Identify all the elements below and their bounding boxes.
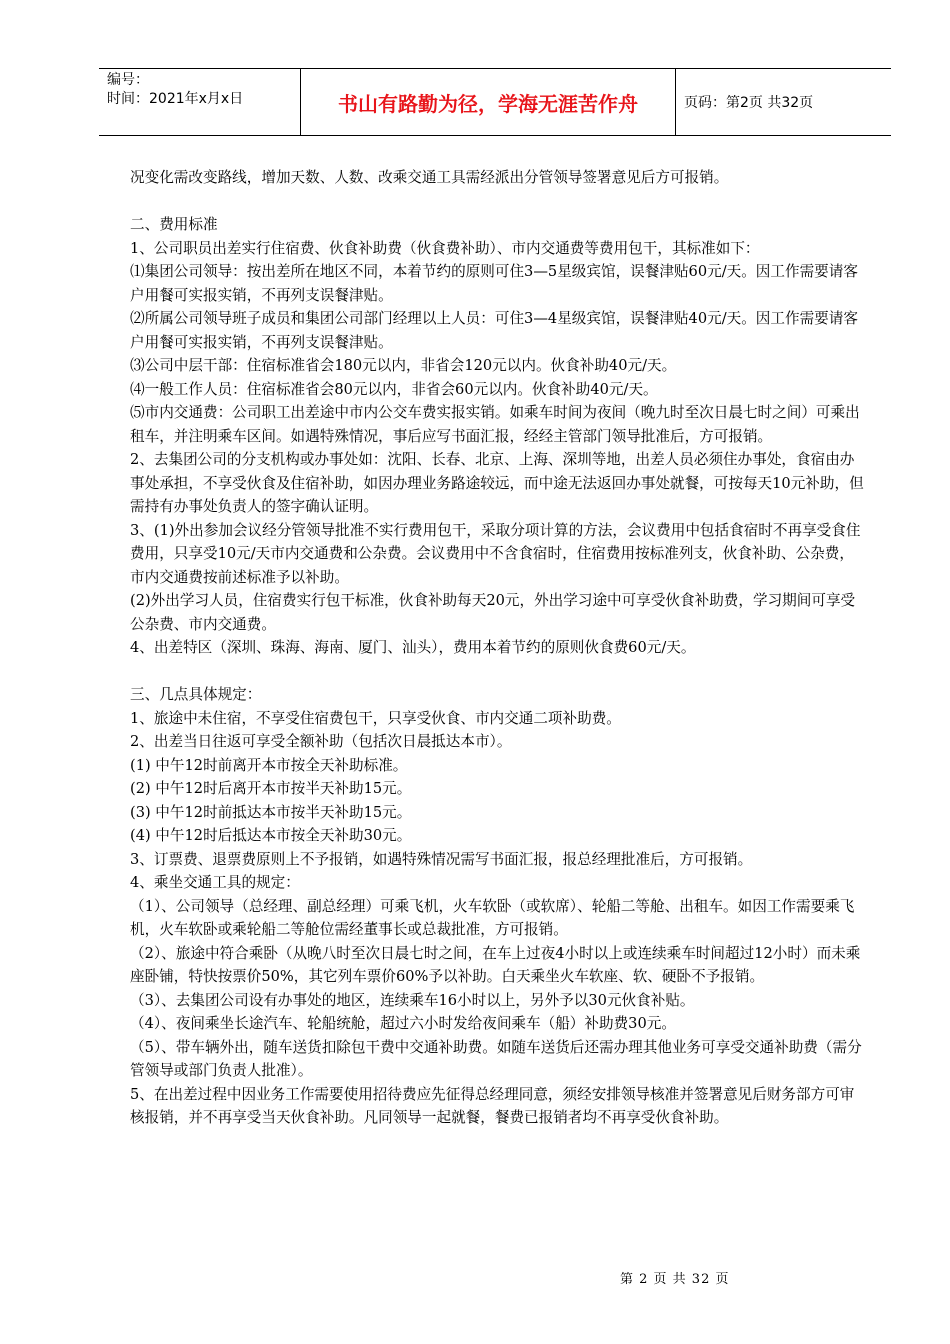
paragraph: （5）、带车辆外出，随车送货扣除包干费中交通补助费。如随车送货后还需办理其他业务可享受交通补助费（需分管领导或部门负责人批准）。 bbox=[130, 1038, 862, 1079]
section-heading: 三、几点具体规定： bbox=[130, 686, 262, 703]
document-body bbox=[130, 166, 865, 1130]
paragraph: 2、出差当日往返可享受全额补助（包括次日晨抵达本市）。 bbox=[130, 733, 512, 750]
paragraph: （3）、去集团公司设有办事处的地区，连续乘车16小时以上，另外予以30元伙食补贴。 bbox=[130, 991, 695, 1009]
paragraph: 3、订票费、退票费原则上不予报销，如遇特殊情况需写书面汇报，报总经理批准后，方可报销。 bbox=[130, 850, 753, 868]
section-heading: 二、费用标准 bbox=[130, 216, 218, 233]
paragraph: ⑸市内交通费：公司职工出差途中市内公交车费实报实销。如乘车时间为夜间（晚九时至次日晨七时之间）可乘出租车，并注明乘车区间。如遇特殊情况，事后应写书面汇报，经经主管部门领导批准后，方可报销。 bbox=[130, 404, 860, 445]
paragraph: (3) 中午12时前抵达本市按半天补助15元。 bbox=[130, 803, 412, 821]
paragraph-gap bbox=[130, 660, 865, 684]
paragraph: 1、旅途中未住宿，不享受住宿费包干，只享受伙食、市内交通二项补助费。 bbox=[130, 709, 621, 727]
page-footer: 第 2 页 共 32 页 bbox=[620, 1272, 730, 1287]
paragraph: (2)外出学习人员，住宿费实行包干标准，伙食补助每天20元，外出学习途中可享受伙食补助费，学习期间可享受公杂费、市内交通费。 bbox=[130, 592, 856, 633]
paragraph: 1、公司职员出差实行住宿费、伙食补助费（伙食费补助）、市内交通费等费用包干，其标准如下： bbox=[130, 239, 760, 257]
paragraph: ⑷一般工作人员：住宿标准省会80元以内，非省会60元以内。伙食补助40元/天。 bbox=[130, 380, 658, 398]
header-page-info: 页码：第2页 共32页 bbox=[684, 95, 814, 111]
paragraph: 4、乘坐交通工具的规定： bbox=[130, 874, 300, 891]
paragraph: （4）、夜间乘坐长途汽车、轮船统舱，超过六小时发给夜间乘车（船）补助费30元。 bbox=[130, 1015, 676, 1032]
paragraph: (2) 中午12时后离开本市按半天补助15元。 bbox=[130, 780, 412, 797]
paragraph: 2、去集团公司的分支机构或办事处如：沈阳、长春、北京、上海、深圳等地，出差人员必须住办事处，食宿由办事处承担，不享受伙食及住宿补助，如因办理业务路途较远，而中途无法返回办事处就餐，可按每天10元补助，但需持有办事处负责人的签字确认证明。 bbox=[130, 451, 864, 515]
paragraph: ⑵所属公司领导班子成员和集团公司部门经理以上人员：可住3—4星级宾馆，误餐津贴40元/天。因工作需要请客户用餐可实报实销，不再列支误餐津贴。 bbox=[130, 310, 858, 351]
paragraph: ⑴集团公司领导：按出差所在地区不同，本着节约的原则可住3—5星级宾馆，误餐津贴60元/天。因工作需要请客户用餐可实报实销，不再列支误餐津贴。 bbox=[130, 263, 858, 304]
document-time: 时间：2021年x月x日 bbox=[107, 91, 244, 107]
page-header bbox=[99, 68, 891, 136]
paragraph: (4) 中午12时后抵达本市按全天补助30元。 bbox=[130, 827, 412, 844]
paragraph: 况变化需改变路线，增加天数、人数、改乘交通工具需经派出分管领导签署意见后方可报销。 bbox=[130, 169, 729, 186]
paragraph: 3、(1)外出参加会议经分管领导批准不实行费用包干，采取分项计算的方法，会议费用中包括食宿时不再享受食住费用，只享受10元/天市内交通费和公杂费。会议费用中不含食宿时，住宿费用按标准列支，伙食补助、公杂费，市内交通费按前述标准予以补助。 bbox=[130, 521, 861, 586]
paragraph: 5、在出差过程中因业务工作需要使用招待费应先征得总经理同意，须经安排领导核准并签署意见后财务部方可审核报销，并不再享受当天伙食补助。凡同领导一起就餐，餐费已报销者均不再享受伙食补助。 bbox=[130, 1085, 855, 1126]
paragraph: (1) 中午12时前离开本市按全天补助标准。 bbox=[130, 756, 408, 774]
paragraph: （1）、公司领导（总经理、副总经理）可乘飞机，火车软卧（或软席）、轮船二等舱、出租车。如因工作需要乘飞机，火车软卧或乘轮船二等舱位需经董事长或总裁批准，方可报销。 bbox=[130, 897, 855, 938]
document-number: 编号： bbox=[107, 72, 149, 88]
paragraph-gap bbox=[130, 190, 865, 214]
paragraph: ⑶公司中层干部：住宿标准省会180元以内，非省会120元以内。伙食补助40元/天。 bbox=[130, 357, 677, 374]
header-motto: 书山有路勤为径，学海无涯苦作舟 bbox=[301, 69, 676, 135]
paragraph: （2）、旅途中符合乘卧（从晚八时至次日晨七时之间，在车上过夜4小时以上或连续乘车时间超过12小时）而未乘座卧铺，特快按票价50%，其它列车票价60%予以补助。白天乘坐火车软座、软、硬卧不予报销。 bbox=[130, 944, 861, 985]
header-meta bbox=[99, 69, 301, 135]
paragraph: 4、出差特区（深圳、珠海、海南、厦门、汕头），费用本着节约的原则伙食费60元/天。 bbox=[130, 639, 696, 656]
